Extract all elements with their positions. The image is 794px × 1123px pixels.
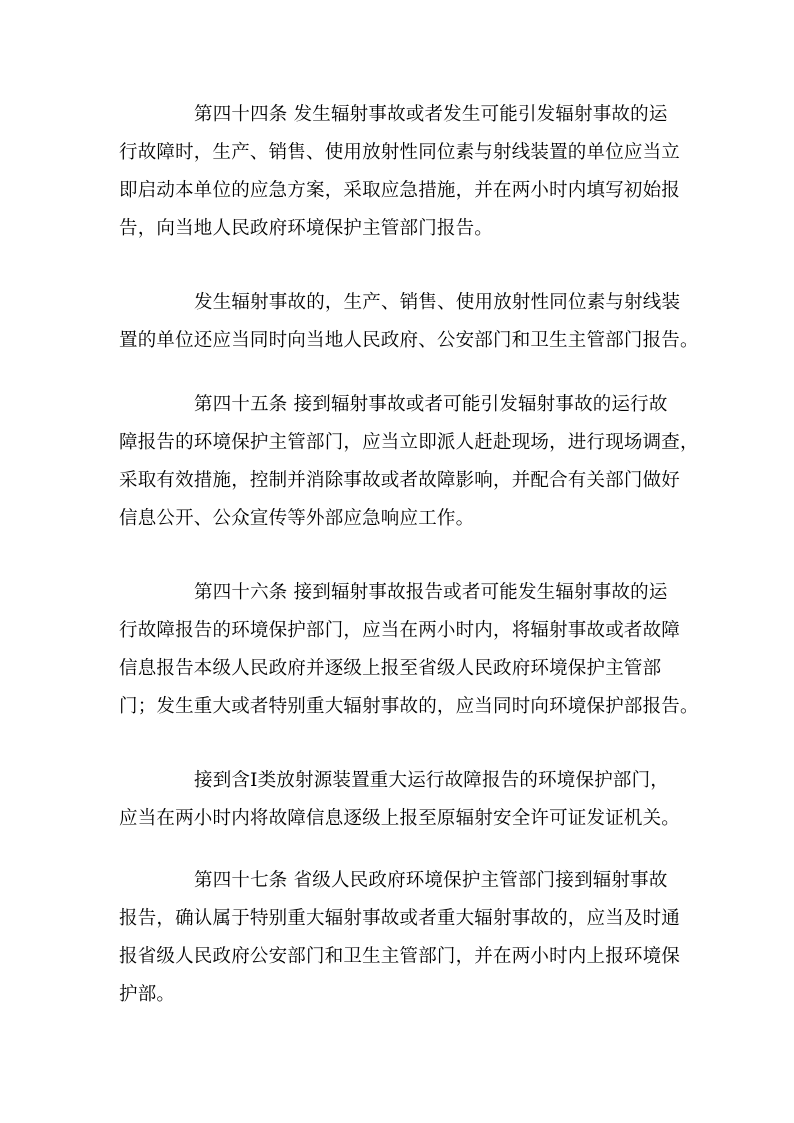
text-line: 门；发生重大或者特别重大辐射事故的，应当同时向环境保护部报告。 (119, 696, 699, 717)
text-line: 第四十七条 省级人民政府环境保护主管部门接到辐射事故 (194, 870, 668, 891)
text-line: 报告，确认属于特别重大辐射事故或者重大辐射事故的，应当及时通 (119, 908, 681, 929)
text-line: 信息报告本级人民政府并逐级上报至省级人民政府环境保护主管部 (119, 658, 662, 679)
text-line: 发生辐射事故的，生产、销售、使用放射性同位素与射线装 (194, 292, 681, 313)
text-line: 第四十六条 接到辐射事故报告或者可能发生辐射事故的运 (194, 582, 668, 603)
text-line: 即启动本单位的应急方案，采取应急措施，并在两小时内填写初始报 (119, 180, 681, 201)
article-45-paragraph (119, 386, 699, 538)
text-line: 置的单位还应当同时向当地人民政府、公安部门和卫生主管部门报告。 (119, 330, 699, 351)
text-line: 行故障时，生产、销售、使用放射性同位素与射线装置的单位应当立 (119, 142, 681, 163)
text-line: 第四十五条 接到辐射事故或者可能引发辐射事故的运行故 (194, 394, 668, 415)
article-47-paragraph (119, 862, 689, 1014)
article-46-second-paragraph (119, 762, 689, 838)
article-46-paragraph (119, 574, 699, 726)
text-line: 告，向当地人民政府环境保护主管部门报告。 (119, 218, 494, 239)
text-line: 信息公开、公众宣传等外部应急响应工作。 (119, 508, 475, 529)
text-line: 第四十四条 发生辐射事故或者发生可能引发辐射事故的运 (194, 104, 668, 125)
article-44-paragraph (119, 96, 689, 248)
text-line: 采取有效措施，控制并消除事故或者故障影响，并配合有关部门做好 (119, 470, 681, 491)
text-line: 应当在两小时内将故障信息逐级上报至原辐射安全许可证发证机关。 (119, 808, 681, 829)
text-line: 接到含Ⅰ类放射源装置重大运行故障报告的环境保护部门， (194, 770, 670, 791)
text-line: 护部。 (119, 984, 176, 1005)
text-line: 报省级人民政府公安部门和卫生主管部门，并在两小时内上报环境保 (119, 946, 681, 967)
text-line: 障报告的环境保护主管部门，应当立即派人赶赴现场，进行现场调查， (119, 432, 699, 453)
article-44-second-paragraph (119, 284, 699, 360)
text-line: 行故障报告的环境保护部门，应当在两小时内，将辐射事故或者故障 (119, 620, 681, 641)
